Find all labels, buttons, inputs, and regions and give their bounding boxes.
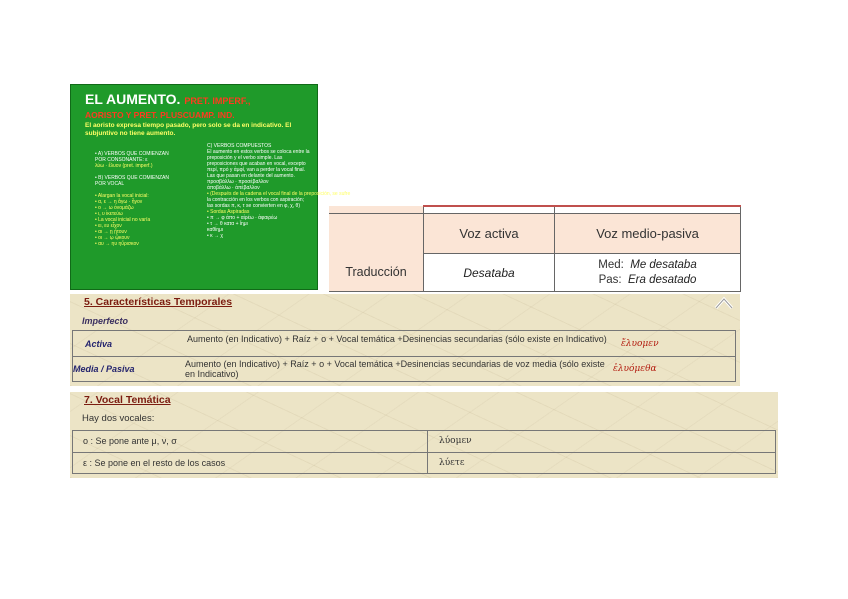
- slide-right-example: προσβάλλω · προσέβαλλον: [207, 179, 269, 185]
- row-label-activa: Activa: [85, 339, 113, 349]
- table-row: [329, 206, 741, 214]
- vocal-tematica-panel: [70, 392, 778, 478]
- slide-subtitle: AORISTO Y PRET. PLUSCUAMP. IND.: [85, 110, 235, 120]
- row-text: ε : Se pone en el resto de los casos: [83, 458, 226, 468]
- slide-left-item: • A) VERBOS QUE COMIENZAN: [95, 151, 169, 157]
- greek-example: λύομεν: [439, 436, 472, 446]
- slide-right-example: • Sordas Aspiradas: [207, 209, 250, 215]
- slide-left-item: • B) VERBOS QUE COMIENZAN: [95, 175, 169, 181]
- caracteristicas-temporales-panel: [70, 294, 740, 386]
- greek-example: ἔλυομεν: [621, 339, 659, 349]
- cell-activa: Desataba: [424, 254, 555, 292]
- med-value: Me desataba: [630, 258, 697, 271]
- slide-left-item: • ι, υ ἱκετεύω: [95, 211, 123, 217]
- row-text: ο : Se pone ante μ, ν, σ: [83, 436, 177, 446]
- row-text: Aumento (en Indicativo) + Raíz + ο + Vocal temática +Desinencias secundarias (sólo existe en Indicativo): [187, 334, 607, 344]
- slide-left-item: POR CONSONANTE: ε: [95, 157, 148, 163]
- row-label-media-pasiva: Media / Pasiva: [73, 364, 135, 374]
- chevron-up-icon[interactable]: [714, 296, 734, 310]
- vocal-tematica-table: [72, 430, 776, 474]
- slide-right-text: El aumento en estos verbos se coloca entre la preposición y el verbo simple. Las preposiciones que acaban en vocal, excepto περί, πρό y ἀμφί, van a perder la vocal final. Las que pasan en delante del aumento.: [207, 149, 310, 179]
- slide-right-example: καθίημι: [207, 227, 223, 233]
- slide-title: EL AUMENTO.: [85, 91, 181, 107]
- slide-right-example: la contracción en los verbos con aspiración;: [207, 197, 304, 203]
- slide-left-item: • ει, ευ εἶχον: [95, 223, 122, 229]
- header-voz-activa: Voz activa: [424, 214, 555, 254]
- slide-left-item: POR VOCAL: [95, 181, 125, 187]
- pas-value: Era desatado: [627, 273, 697, 286]
- slide-left-item: λύω · ἔλυον (pret. imperf.): [95, 163, 153, 169]
- pas-label: Pas:: [598, 273, 622, 286]
- header-voz-medio-pasiva: Voz medio-pasiva: [555, 214, 741, 254]
- slide-left-item: • ο → ω ὀνομάζω: [95, 205, 134, 211]
- slide-left-item: • α, ε → η ἄγω · ἦγον: [95, 199, 143, 205]
- row-label-traduccion: Traducción: [329, 254, 424, 292]
- slide-right-example: • (Después de la cadena el vocal final de la preposición, se sufre: [207, 191, 351, 197]
- slide-right-example: • τ → θ κατα + ἵημι: [207, 221, 248, 227]
- table-row: [329, 214, 741, 254]
- section-title: 7. Vocal Temática: [84, 394, 171, 406]
- table-row: [329, 254, 741, 292]
- section-title: 5. Características Temporales: [84, 296, 233, 308]
- greek-example: ἐλυόμεθα: [613, 364, 657, 374]
- slide-right-example: las sordas π, κ, τ se convierten en φ, χ, θ): [207, 203, 300, 209]
- slide-left-item: • οι → ῳ ᾤκουν: [95, 235, 130, 241]
- slide-right-example: • π → φ ἀπο + αἱρέω · ἀφαιρέω: [207, 215, 278, 221]
- slide-left-column: [95, 151, 199, 247]
- table-row: [73, 356, 735, 383]
- slide-right-column: [207, 143, 351, 239]
- slide-intro: El aoristo expresa tiempo pasado, pero solo se da en indicativo. El subjuntivo no tiene aumento.: [85, 122, 292, 137]
- slide-title-red: PRET. IMPERF.,: [184, 96, 251, 106]
- slide-left-item: • La vocal inicial no varía: [95, 217, 151, 223]
- slide-right-example: ἀποβάλλω · ἀπέβαλλον: [207, 185, 260, 191]
- table-row: [73, 431, 775, 452]
- med-label: Med:: [598, 258, 624, 271]
- table-row: [73, 331, 735, 357]
- slide-right-example: • κ → χ: [207, 233, 224, 239]
- greek-example: λύετε: [439, 458, 465, 468]
- table-row: [73, 452, 775, 474]
- voz-table: [329, 205, 741, 292]
- slide-left-item: • αι → ῃ ᾔτουν: [95, 229, 127, 235]
- slide-left-item: • αυ → ηυ ηὕρισκον: [95, 241, 139, 247]
- section-intro: Hay dos vocales:: [82, 413, 155, 424]
- temporales-table: [72, 330, 736, 382]
- slide-right-title: C) VERBOS COMPUESTOS: [207, 143, 272, 149]
- row-text: Aumento (en Indicativo) + Raíz + ο + Vocal temática +Desinencias secundarias de voz media (sólo existe en Indicativo): [185, 359, 605, 379]
- section-subtitle: Imperfecto: [82, 316, 129, 326]
- cell-medio-pasiva: [555, 254, 741, 292]
- slide-left-item: • Alargan la vocal inicial:: [95, 193, 149, 199]
- aumento-slide: [70, 84, 351, 290]
